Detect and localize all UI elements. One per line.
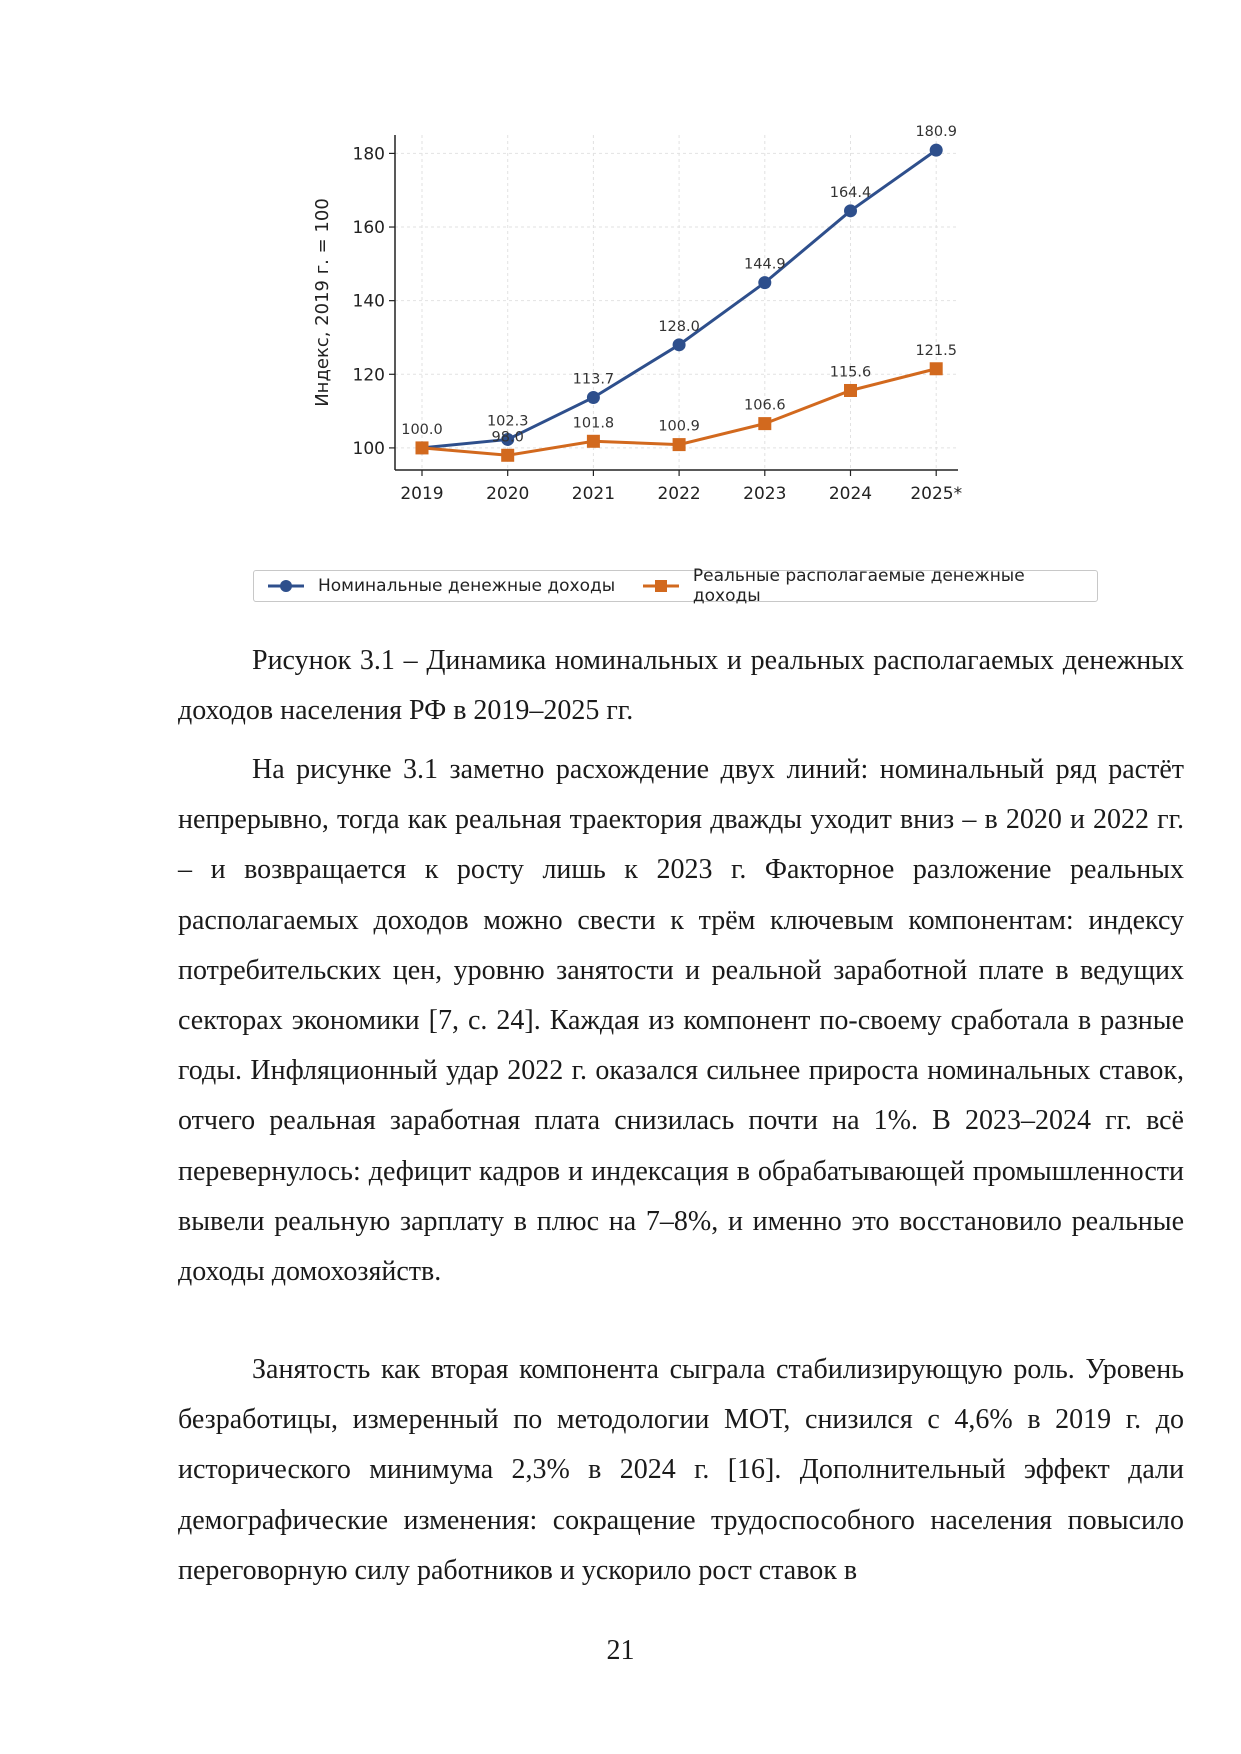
data-label: 115.6	[829, 364, 872, 381]
figure-caption: Рисунок 3.1 – Динамика номинальных и реальных располагаемых денежных доходов населения РФ в 2019–2025 гг.	[178, 645, 1184, 726]
legend-label-nominal: Номинальные денежные доходы	[318, 576, 616, 596]
x-tick-label: 2024	[828, 484, 873, 504]
data-point	[501, 449, 514, 462]
data-label: 128.0	[658, 318, 700, 335]
x-tick-label: 2022	[657, 484, 701, 504]
data-point	[673, 338, 686, 351]
y-tick-label: 140	[352, 291, 385, 312]
data-point	[673, 438, 686, 451]
x-tick-label: 2023	[743, 484, 787, 504]
data-label: 113.7	[572, 371, 615, 388]
data-point	[758, 276, 771, 289]
data-point	[758, 417, 771, 430]
data-point	[930, 144, 943, 157]
legend-item-real	[641, 566, 1097, 606]
data-point	[587, 391, 600, 404]
chart-legend	[253, 566, 1098, 606]
y-tick-label: 100	[352, 438, 385, 459]
x-tick-label: 2025*	[910, 484, 963, 504]
legend-label-real: Реальные располагаемые денежные доходы	[692, 566, 1025, 606]
y-tick-label: 180	[352, 144, 385, 165]
y-tick-label: 120	[352, 365, 385, 386]
data-point	[416, 441, 429, 454]
x-tick-label: 2020	[486, 484, 530, 504]
data-label: 98.0	[491, 429, 524, 446]
legend-circle-marker-icon	[266, 578, 306, 594]
legend-square-marker-icon	[641, 578, 681, 594]
legend-item-nominal	[266, 575, 615, 597]
page-number: 21	[606, 1635, 635, 1666]
body-paragraph: На рисунке 3.1 заметно расхождение двух линий: номинальный ряд растёт непрерывно, тогда как реальная траектория дважды уходит вниз – в 2020 и 2022 гг. – и возвращается к росту лишь к 2023 г. Факторное разложение реальных располагаемых доходов можно свести к трём ключевым компонентам: индексу потребительских цен, уровню занятости и реальной заработной плате в ведущих секторах экономики [7, с. 24]. Каждая из компонент по-своему сработала в разные годы. Инфляционный удар 2022 г. оказался сильнее прироста номинальных ставок, отчего реальная заработная плата снизилась почти на 1%. В 2023–2024 гг. всё перевернулось: дефицит кадров и индексация в обрабатывающей промышленности вывели реальную зарплату в плюс на 7–8%, и именно это восстановило реальные доходы домохозяйств.	[178, 754, 1184, 1288]
y-tick-label: 160	[352, 218, 385, 239]
data-label: 102.3	[486, 413, 529, 430]
data-label: 101.8	[572, 415, 615, 432]
data-label: 106.6	[744, 397, 786, 414]
x-tick-label: 2021	[571, 484, 616, 504]
data-label: 100.0	[401, 421, 443, 438]
data-label: 100.9	[658, 418, 700, 435]
data-label: 164.4	[829, 184, 872, 201]
x-tick-label: 2019	[400, 484, 444, 504]
data-point	[844, 204, 857, 217]
data-label: 144.9	[744, 256, 786, 273]
data-label: 180.9	[915, 124, 957, 141]
data-label: 121.5	[915, 342, 957, 359]
data-point	[587, 435, 600, 448]
body-paragraph: Занятость как вторая компонента сыграла стабилизирующую роль. Уровень безработицы, измеренный по методологии МОТ, снизился с 4,6% в 2019 г. до исторического минимума 2,3% в 2024 г. [16]. Дополнительный эффект дали демографические изменения: сокращение трудоспособного населения повысило переговорную силу работников и ускорило рост ставок в	[178, 1354, 1184, 1586]
data-point	[930, 362, 943, 375]
y-axis-label: Индекс, 2019 г. = 100	[312, 198, 333, 407]
data-point	[844, 384, 857, 397]
line-chart	[300, 115, 980, 515]
